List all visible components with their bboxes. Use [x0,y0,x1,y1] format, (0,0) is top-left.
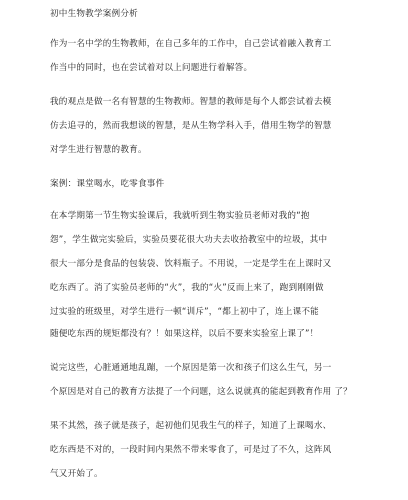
paragraph-3-line-3: 很大一部分是食品的包装袋、饮料瓶子。不用说，一定是学生在上课时又 [50,259,332,269]
paragraph-1-line-1: 作为一名中学的生物教师，在自己多年的工作中，自己尝试着融入教育工 [50,39,332,49]
case-heading: 案例：课堂喝水，吃零食事件 [50,179,165,189]
paragraph-3-line-2: 怨”，学生做完实验后，实验员要花很大功夫去收拾教室中的垃圾，其中 [50,235,328,245]
paragraph-5-line-1: 果不其然，孩子就是孩子，起初他们见我生气的样子，知道了上课喝水、 [50,421,332,431]
paragraph-2-line-2: 仿去追寻的，然而我想谈的智慧，是从生物学科入手，借用生物学的智慧 [50,121,332,131]
paragraph-4-line-2: 个原因是对自己的教育方法提了一个问题，这么说就真的能起到教育作用 了？ [50,387,352,397]
paragraph-3-line-5: 过实验的班级里，对学生进行一顿“训斥”，“都上初中了，连上课不能 [50,307,319,317]
paragraph-1-line-2: 作当中的同时，也在尝试着对以上问题进行着解答。 [50,63,253,73]
paragraph-5-line-2: 吃东西是不对的，一段时间内果然不带来零食了，可是过了不久，这阵风 [50,445,332,455]
paragraph-4-line-1: 说完这些，心脏通通地乱蹦，一个原因是第一次和孩子们这么生气，另一 [50,363,332,373]
paragraph-3-line-6: 随便吃东西的规矩都没有？！如果这样，以后不要来实验室上课了”！ [50,329,319,339]
document-title: 初中生物教学案例分析 [50,9,138,19]
paragraph-2-line-3: 对学生进行智慧的教育。 [50,145,147,155]
paragraph-5-line-3: 气又开始了。 [50,469,103,479]
paragraph-3-line-1: 在本学期第一节生物实验课后，我就听到生物实验员老师对我的“抱 [50,211,310,221]
paragraph-2-line-1: 我的观点是做一名有智慧的生物教师。智慧的教师是每个人都尝试着去模 [50,97,332,107]
paragraph-3-line-4: 吃东西了。消了实验员老师的“火”，我的“火”反而上来了，跑到刚刚做 [50,283,324,293]
